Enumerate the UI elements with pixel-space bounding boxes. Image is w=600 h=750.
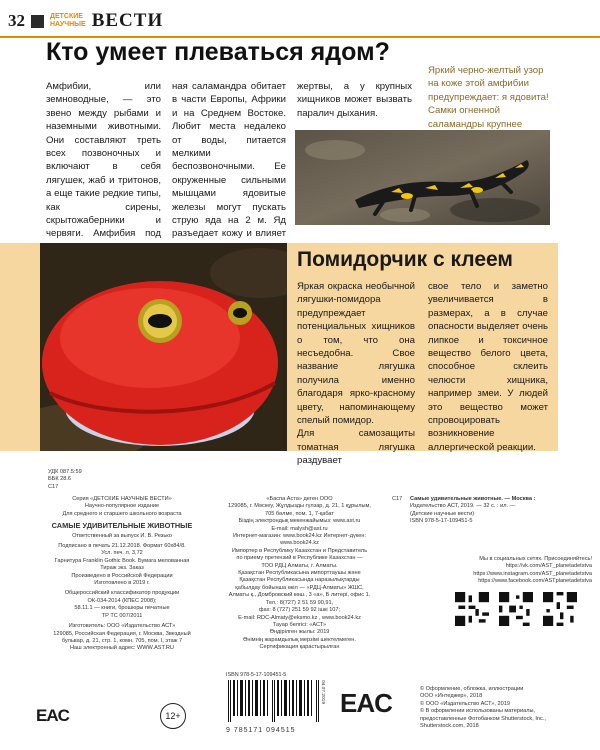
age-rating-badge: 12+ <box>160 703 186 729</box>
kz-line-4: Біздің электрондық мекенжайымыз: www.ast.ru <box>238 518 361 525</box>
catalog-entry <box>410 496 560 526</box>
article2-column-1 <box>297 280 415 468</box>
article1-column-3 <box>297 80 412 120</box>
print-line-2: Усл. печ. л. 3,72 <box>101 550 143 557</box>
facebook-link[interactable]: https://www.facebook.com/ASTplanetadetstva <box>478 578 592 585</box>
kz-line-7: www.book24.kz <box>280 540 319 547</box>
kz-line-19: Өндірілген жылы: 2019 <box>269 629 330 636</box>
udk-code: УДК 087.5:59 <box>48 469 82 475</box>
book-title: САМЫЕ УДИВИТЕЛЬНЫЕ ЖИВОТНЫЕ <box>51 521 193 531</box>
edition-type: Научно-популярное издание <box>84 503 160 510</box>
qr-code-icon <box>499 592 533 626</box>
print-line-1: Подписано в печать 21.12.2018. Формат 60х84/8. <box>58 543 186 550</box>
series-note: Серия «ДЕТСКИЕ НАУЧНЫЕ ВЕСТИ» <box>72 496 172 502</box>
article2-title: Помидорчик с клеем <box>297 248 513 271</box>
article1-column-2 <box>172 80 286 254</box>
classifier-line-4: ТР ТС 007/2011 <box>101 612 143 619</box>
print-line-5: Произведено в Российской Федерации <box>71 572 173 579</box>
catalog-line-2: Издательство АСТ, 2019. — 32 с. : ил. — <box>410 503 516 510</box>
kz-line-6: Интернет-магазин: www.book24.kz Интернет-дүкен: <box>232 533 367 540</box>
kz-line-9: по приему претензий в Республике Казахстан — <box>236 555 363 562</box>
maker-line-2: 129085, Российская Федерация, г. Москва, Звездный <box>53 630 191 637</box>
print-line-4: Тираж экз. Заказ <box>100 565 144 572</box>
series-line-2: НАУЧНЫЕ <box>50 21 86 28</box>
kz-line-15: Тел.: 8(727) 2 51 59 90,91, <box>265 599 334 606</box>
series-label <box>50 13 86 29</box>
kz-line-10: ТОО РДЦ Алматы, г. Алматы. <box>261 562 338 569</box>
kz-line-3: 705 бөлме, пом. 1, 7-қабат <box>264 510 334 517</box>
copyright-line-6: Shutterstock.com, 2018 <box>420 723 479 730</box>
tomato-frog-photo <box>40 243 287 451</box>
kz-line-14: Алматы қ., Домбровский көш., 3 «а», Б литері, офис 1. <box>228 592 371 599</box>
kz-line-8: Импортер в Республику Казахстан и Представитель <box>231 547 368 554</box>
qr-code-icon <box>455 592 489 626</box>
kz-line-11: Қазақстан Республикасына импорттаушы және <box>238 570 361 577</box>
photo-caption: Яркий черно-желтый узор на коже этой амфибии предупреждает: я ядовита! Самки огненной саламандры крупнее <box>428 65 549 130</box>
copyright-line-2: ООО «Интеджер», 2018 <box>420 693 483 700</box>
kz-line-12: Қазақстан Республикасында наразылықтарды <box>239 577 360 584</box>
classifier-line-1: Общероссийский классификатор продукции <box>64 590 180 597</box>
copyright-line-4: © В оформлении использованы материалы, <box>420 708 536 715</box>
article1-col2-text: ная саламандра обитает в части Европы, Африки и на Среднем Востоке. Любит места недалеко от воды, питается мелкими беспозвоночными. Ее окруженные сильными мышцами ядовитые железы могут пускать струю яда на 2 м. Яд разъедает кожу и влияет <box>172 81 286 240</box>
imprint-middle <box>212 496 387 652</box>
article2-column-2 <box>428 280 548 454</box>
catalog-code: С17 <box>392 496 403 502</box>
article1-column-1 <box>46 80 161 254</box>
catalog-line-1: Самые удивительные животные. — Москва : <box>410 496 536 502</box>
copyright-block <box>420 686 598 730</box>
vk-link[interactable]: https://vk.com/AST_planetadetstva <box>505 563 592 570</box>
article1-col1-text: Амфибии, или земноводные, — это звено между рыбами и наземными животными. Они составляют треть всех позвоночных и включают в себя лягушек, жаб и тритонов, а еще такие редкие типы, как сирены, скрытожаберники и червяги. Амфибия под <box>46 81 161 240</box>
classifier-line-2: ОК-034-2014 (КПЕС 2008); <box>87 597 157 604</box>
barcode-isbn-label: ISBN 978-5-17-109451-5 <box>226 672 287 678</box>
kz-line-1: «Баспа Аста» деген ООО <box>266 496 333 502</box>
kz-line-2: 129085, г. Мәскеу, Жұлдызды гүлзар, д. 21, 1 құрылым, <box>228 503 371 510</box>
article2-col1-text: Яркая окраска необычной лягушки-помидора предупреждает потенциальных хищников о том, что она несъедобна. Свое название лягушка получила именно благодаря ярко-красному цвету, напоминающему спелый помидор. <box>297 281 415 427</box>
imprint-left <box>36 496 208 653</box>
article2-col1b-text: Для самозащиты томатная лягушка раздувает <box>297 428 415 467</box>
age-note: Для среднего и старшего школьного возраста <box>62 510 182 517</box>
c17-code: С17 <box>48 483 59 490</box>
kz-line-17: E-mail: RDC-Almaty@eksmo.kz , www.book24.kz <box>238 614 361 621</box>
copyright-line-5: предоставленные Фотобанком Shutterstock, Inc., <box>420 715 546 722</box>
kz-line-13: қабылдау бойынша өкіл — «РДЦ-Алматы» ЖШС, <box>235 584 364 591</box>
magazine-header <box>8 8 163 34</box>
eac-mark-barcode: EAC <box>340 688 392 718</box>
maker-line-3: бульвар, д. 21, стр. 1, комн. 705, пом. I, этаж 7 <box>61 637 183 644</box>
barcode-bars <box>226 680 324 722</box>
maker-line-4: Наш электронный адрес: WWW.AST.RU <box>70 645 174 652</box>
editor: Ответственный за выпуск И. В. Резько <box>72 532 172 539</box>
kz-line-18: Тауар белгісі: «АСТ» <box>272 621 327 628</box>
header-square-icon <box>31 15 44 28</box>
qr-code-icon <box>543 592 577 626</box>
classification-codes <box>48 469 108 491</box>
barcode-digits: 9 785171 094515 <box>226 727 296 735</box>
social-heading: Мы в социальных сетях. Присоединяйтесь! <box>479 556 592 562</box>
article2-col2-text: свое тело и заметно увеличивается в размерах, а в случае опасности выделяет очень липкое и токсичное вещество белого цвета, способное склеить челюсти хищника, например змеи. У людей это вещество может спровоцировать возникновение аллергической реакции. <box>428 281 548 453</box>
bbk-code: ББК 28.6 <box>48 476 72 483</box>
article1-title: Кто умеет плеваться ядом? <box>46 38 390 66</box>
article1-col3-text: жертвы, а у крупных хищников может вызвать паралич дыхания. <box>297 81 412 119</box>
maker-line-1: Изготовитель: ООО «Издательство АСТ» <box>68 623 176 630</box>
magazine-title: ВЕСТИ <box>91 10 164 31</box>
kz-line-16: фах: 8 (727) 251 59 92 ішкі 107; <box>258 607 341 614</box>
social-links <box>455 556 600 586</box>
page-number: 32 <box>8 11 25 30</box>
kz-line-5: E-mail: malysh@ast.ru <box>271 525 328 532</box>
catalog-line-4: ISBN 978-5-17-109451-5 <box>410 518 473 525</box>
kz-line-21: Сертификация қарастырылған <box>259 644 340 651</box>
barcode-side-text: 04.07.2019 <box>320 680 325 705</box>
copyright-line-1: © Оформление, обложка, иллюстрации <box>420 686 524 692</box>
print-line-6: Изготовлено в 2019 г. <box>94 580 150 587</box>
kz-line-20: Өнімнің жарамдылық мерзімі шектелмеген. <box>243 636 356 643</box>
copyright-line-3: © ООО «Издательство АСТ», 2019 <box>420 700 510 707</box>
series-line-1: ДЕТСКИЕ <box>50 13 83 20</box>
eac-mark-left: EAC <box>36 706 69 725</box>
classifier-line-3: 58.11.1 — книги, брошюры печатные <box>74 605 170 612</box>
catalog-line-3: (Детские научные вести) <box>410 510 475 517</box>
qr-codes <box>455 592 577 626</box>
print-line-3: Гарнитура Franklin Gothic Book. Бумага мелованная <box>54 557 190 564</box>
salamander-photo <box>295 130 550 225</box>
instagram-link[interactable]: https://www.instagram.com/AST_planetadetstva <box>473 570 592 577</box>
